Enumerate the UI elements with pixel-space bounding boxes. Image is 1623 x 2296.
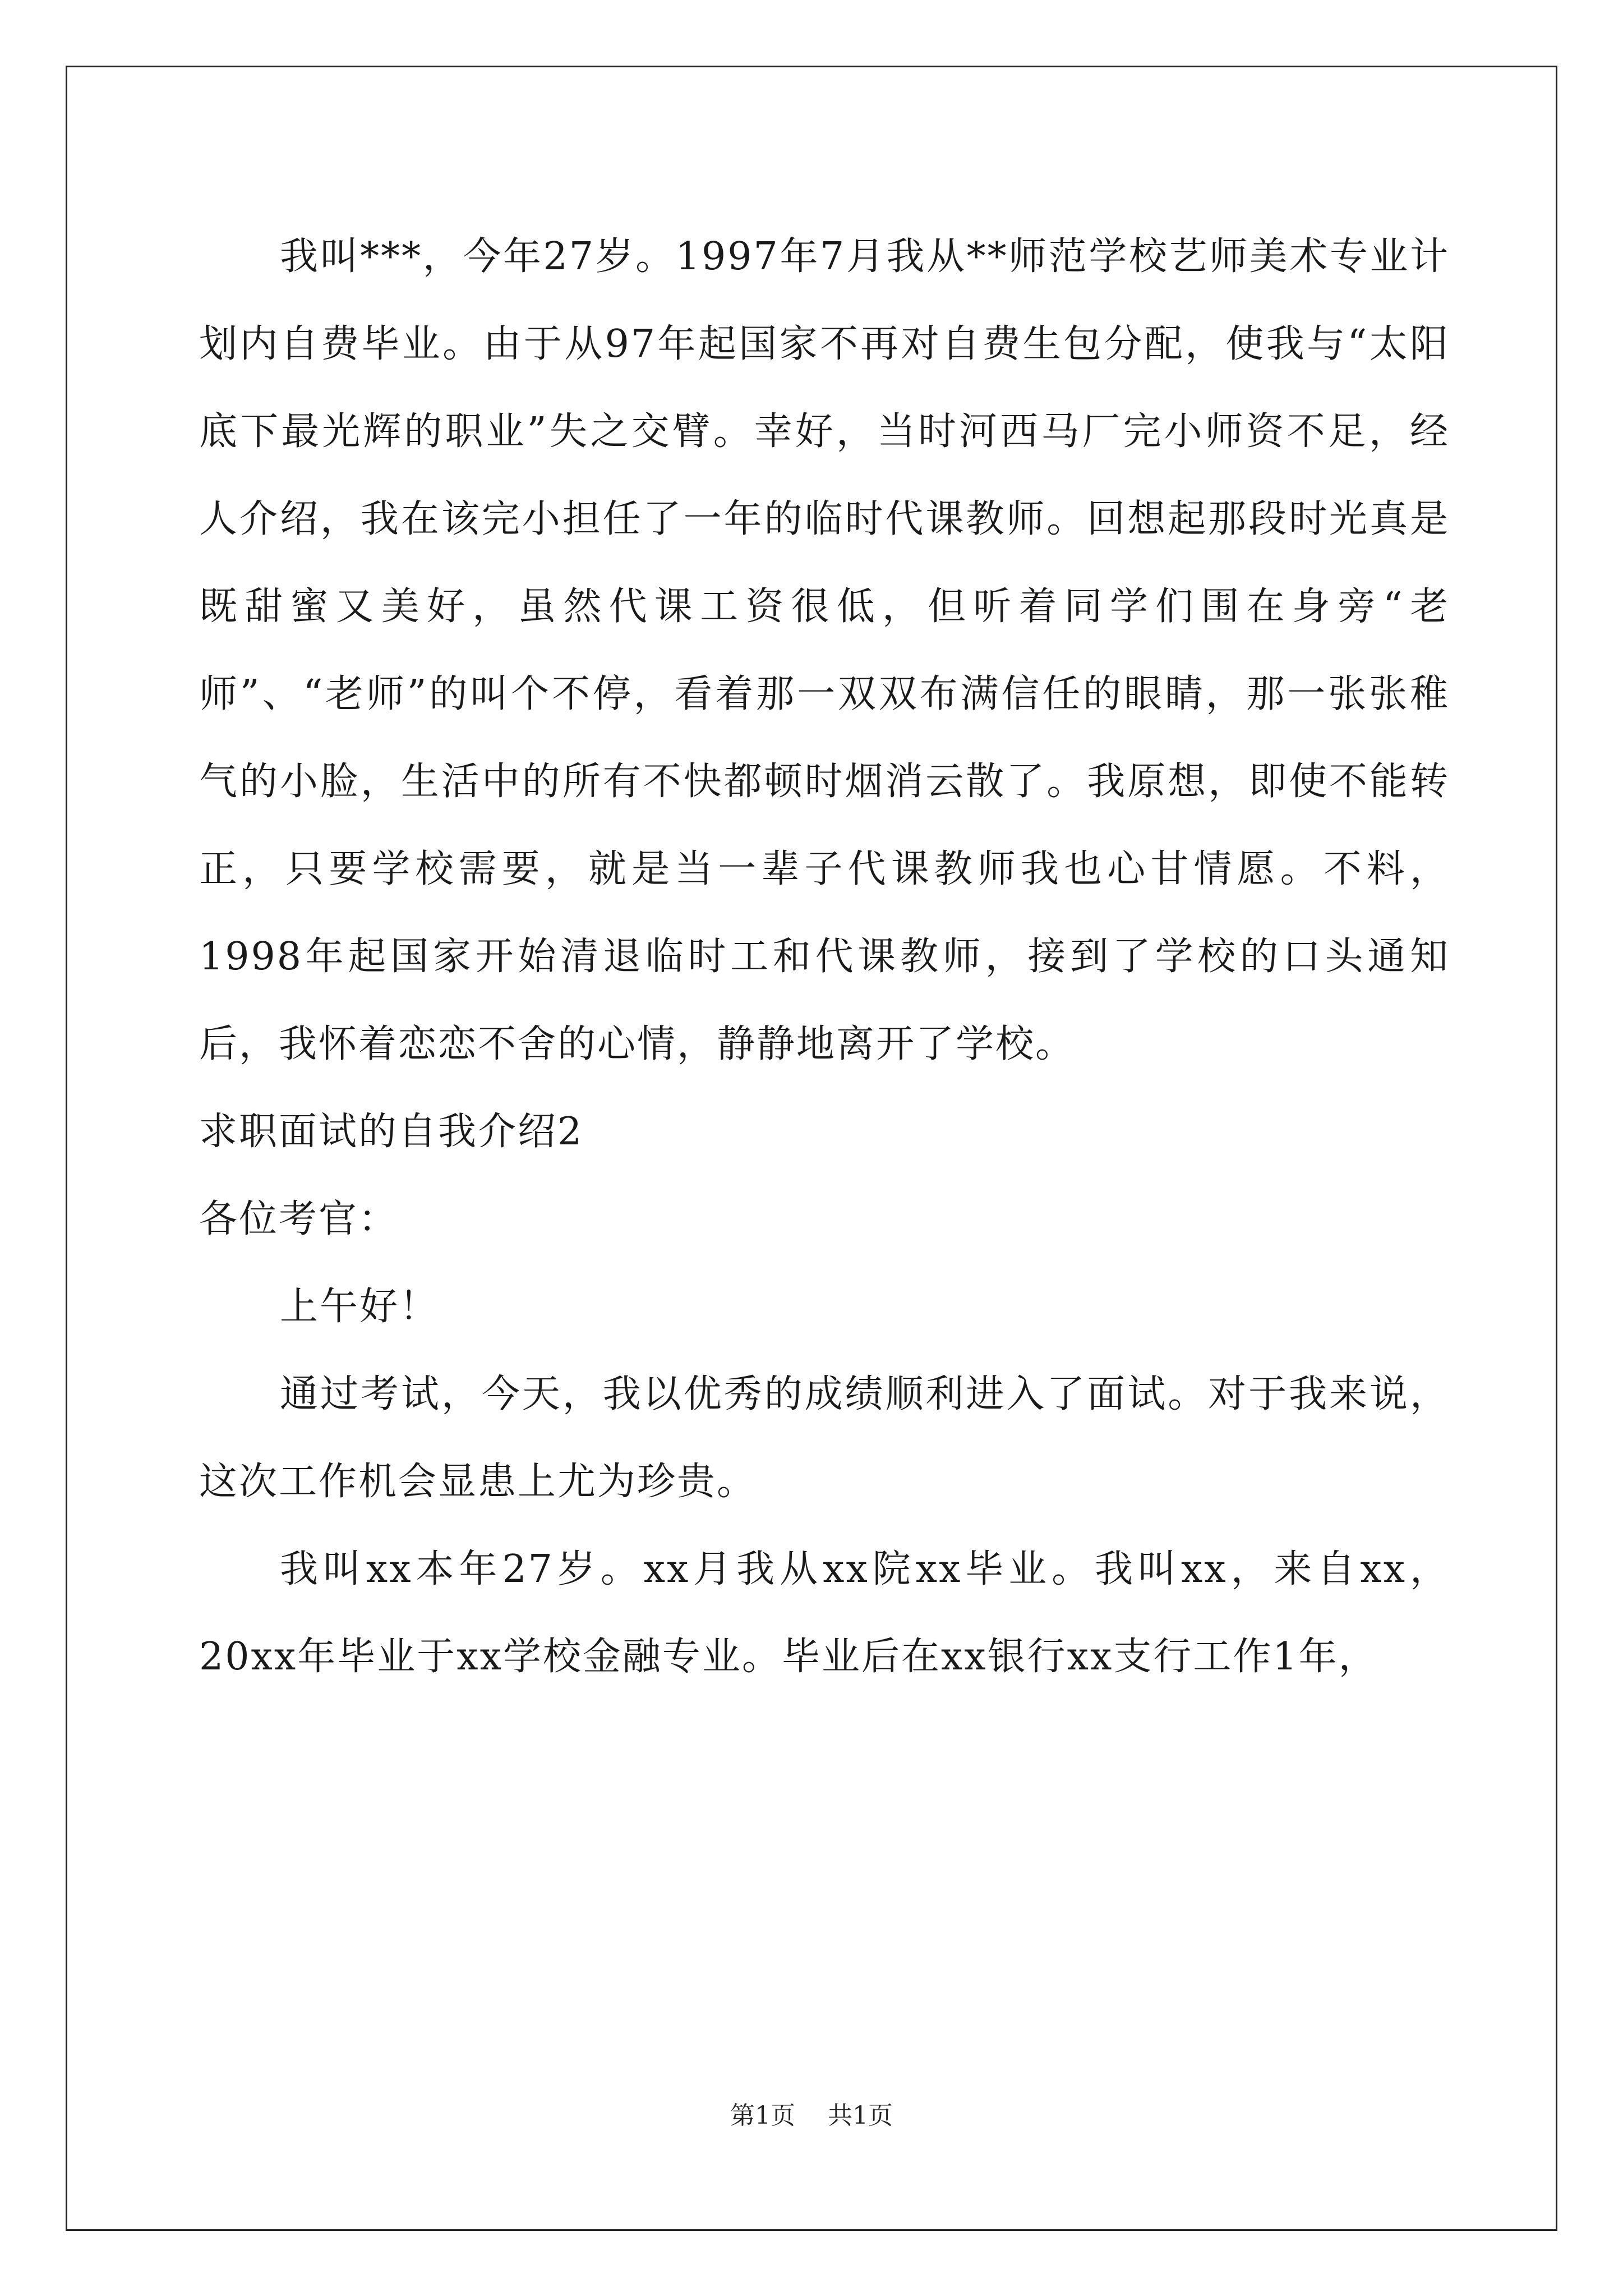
page-number: 第1页 [730,2101,795,2130]
paragraph-self-intro: 我叫xx本年27岁。xx月我从xx院xx毕业。我叫xx，来自xx，20xx年毕业于xx学校金融专业。毕业后在xx银行xx支行工作1年， [199,1547,1450,1679]
page-total: 共1页 [828,2101,893,2130]
document-body [199,213,1450,1701]
paragraph-exam: 通过考试，今天，我以优秀的成绩顺利进入了面试。对于我来说，这次工作机会显患上尤为珍贵。 [199,1372,1450,1504]
section-heading: 求职面试的自我介绍2 [199,1110,584,1154]
greeting: 上午好！ [280,1285,440,1329]
page-footer [0,2095,1623,2131]
salutation: 各位考官： [199,1197,399,1241]
paragraph-intro: 我叫***，今年27岁。1997年7月我从**师范学校艺师美术专业计划内自费毕业。由于从97年起国家不再对自费生包分配，使我与“太阳底下最光辉的职业”失之交臂。幸好，当时河西马厂完小师资不足，经人介绍，我在该完小担任了一年的临时代课教师。回想起那段时光真是既甜蜜又美好，虽然代课工资很低，但听着同学们围在身旁“老师”、“老师”的叫个不停，看着那一双双布满信任的眼睛，那一张张稚气的小脸，生活中的所有不快都顿时烟消云散了。我原想，即使不能转正，只要学校需要，就是当一辈子代课教师我也心甘情愿。不料，1998年起国家开始清退临时工和代课教师，接到了学校的口头通知后，我怀着恋恋不舍的心情，静静地离开了学校。 [199,234,1450,1066]
